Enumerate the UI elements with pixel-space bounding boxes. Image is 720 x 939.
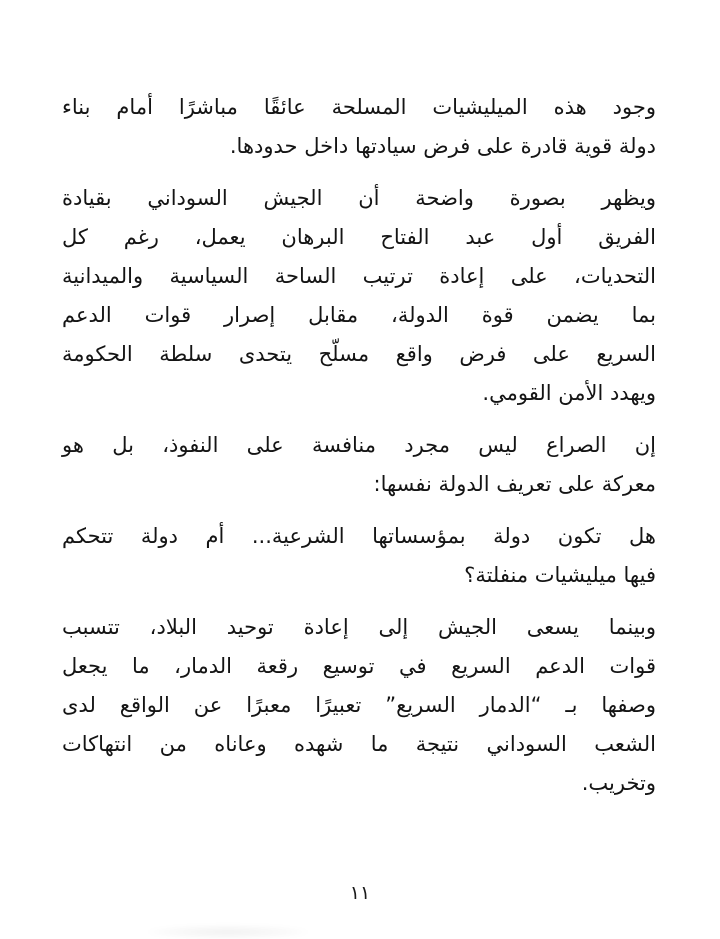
text-line: قوات الدعم السريع في توسيع رقعة الدمار، ما يجعل	[62, 654, 656, 678]
text-line: وبينما يسعى الجيش إلى إعادة توحيد البلاد، تتسبب	[62, 615, 656, 639]
paragraph	[62, 179, 656, 413]
text-line: هل تكون دولة بمؤسساتها الشرعية... أم دولة تتحكم	[62, 524, 656, 548]
text-line: وجود هذه الميليشيات المسلحة عائقًا مباشرًا أمام بناء	[62, 95, 656, 119]
text-line: دولة قوية قادرة على فرض سيادتها داخل حدودها.	[229, 134, 656, 158]
text-line: ويهدد الأمن القومي.	[482, 381, 656, 405]
paragraph	[62, 517, 656, 595]
page-number: ١١	[349, 882, 371, 904]
text-line: وتخريب.	[581, 771, 656, 795]
text-line: فيها ميليشيات منفلتة؟	[464, 563, 656, 587]
text-line: التحديات، على إعادة ترتيب الساحة السياسية والميدانية	[62, 264, 656, 288]
text-line: الفريق أول عبد الفتاح البرهان يعمل، رغم كل	[62, 225, 656, 249]
text-line: بما يضمن قوة الدولة، مقابل إصرار قوات الدعم	[62, 303, 656, 327]
text-line: الشعب السوداني نتيجة ما شهده وعاناه من انتهاكات	[62, 732, 656, 756]
paragraph	[62, 426, 656, 504]
text-line: السريع على فرض واقع مسلّح يتحدى سلطة الحكومة	[62, 342, 656, 366]
text-line: معركة على تعريف الدولة نفسها:	[373, 472, 656, 496]
body-text	[62, 88, 656, 816]
text-line: إن الصراع ليس مجرد منافسة على النفوذ، بل هو	[62, 433, 656, 457]
paragraph	[62, 608, 656, 803]
paragraph	[62, 88, 656, 166]
text-line: ويظهر بصورة واضحة أن الجيش السوداني بقيادة	[62, 186, 656, 210]
scan-smudge-artifact	[148, 925, 308, 939]
text-line: وصفها بـ “الدمار السريع” تعبيرًا معبرًا عن الواقع لدى	[62, 693, 656, 717]
